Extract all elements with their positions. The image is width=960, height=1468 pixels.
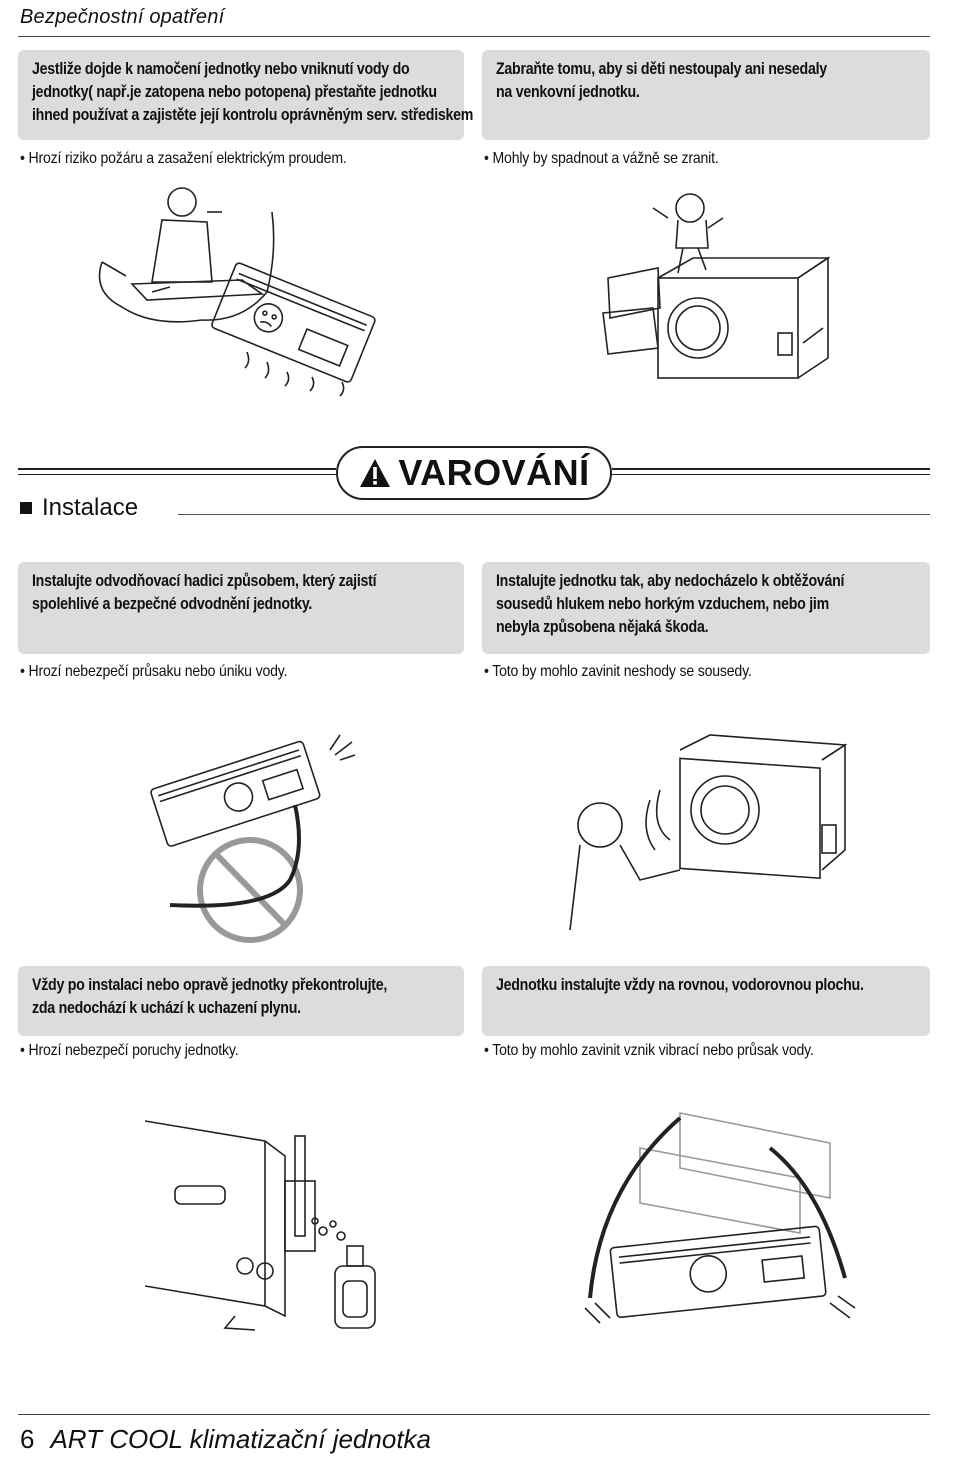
warning-box-drain-hose <box>18 562 464 654</box>
box-line: nebyla způsobena nějaká škoda. <box>496 618 709 636</box>
warning-line-left <box>18 468 336 470</box>
box-line: Vždy po instalaci nebo opravě jednotky překontrolujte, <box>32 976 388 994</box>
box-line: Zabraňte tomu, aby si děti nestoupaly ani nesedaly <box>496 60 827 78</box>
bullet-fall-risk: • Mohly by spadnout a vážně se zranit. <box>484 150 719 167</box>
child-on-outdoor-unit-illustration <box>598 178 832 386</box>
section-title: Instalace <box>42 494 139 521</box>
bullet-vibration-risk: • Toto by mohlo zavinit vznik vibrací nebo průsak vody. <box>484 1042 814 1059</box>
warning-box-water <box>18 50 474 140</box>
page-footer <box>20 1424 431 1455</box>
footer-divider <box>18 1414 930 1415</box>
warning-badge <box>336 446 612 500</box>
warning-triangle-icon <box>358 457 392 489</box>
box-line: sousedů hlukem nebo horkým vzduchem, nebo jim <box>496 595 829 613</box>
warning-box-children <box>482 50 930 140</box>
box-line: spolehlivé a bezpečné odvodnění jednotky. <box>32 595 313 613</box>
page-header-title: Bezpečnostní opatření <box>20 6 225 28</box>
gas-leak-check-illustration <box>145 1116 385 1338</box>
warning-line-right-thin <box>612 474 930 475</box>
page-number: 6 <box>20 1424 35 1454</box>
warning-label: VAROVÁNÍ <box>398 452 590 493</box>
box-line: Jestliže dojde k namočení jednotky nebo vniknutí vody do <box>32 60 410 78</box>
box-line: zda nedochází k uchází k uchazení plynu. <box>32 999 301 1017</box>
header-divider <box>18 36 930 37</box>
bullet-fire-risk: • Hrozí riziko požáru a zasažení elektrickým proudem. <box>20 150 347 167</box>
bullet-neighbour-dispute: • Toto by mohlo zavinit neshody se sousedy. <box>484 663 752 680</box>
box-line: Instalujte jednotku tak, aby nedocházelo k obtěžování <box>496 572 845 590</box>
section-heading <box>20 494 138 522</box>
section-divider <box>178 514 930 515</box>
bullet-leak-risk: • Hrozí nebezpečí průsaku nebo úniku vody. <box>20 663 288 680</box>
box-line: Instalujte odvodňovací hadici způsobem, který zajistí <box>32 572 377 590</box>
warning-box-neighbours <box>482 562 930 654</box>
warning-line-left-thin <box>18 474 336 475</box>
neighbour-outdoor-unit-illustration <box>560 730 850 935</box>
square-bullet-icon <box>20 502 32 514</box>
tilted-unit-illustration <box>580 1108 860 1340</box>
warning-box-level-surface <box>482 966 930 1036</box>
warning-box-gas-leak <box>18 966 464 1036</box>
wet-indoor-unit-illustration <box>92 172 402 404</box>
box-line: na venkovní jednotku. <box>496 83 640 101</box>
warning-line-right <box>612 468 930 470</box>
bullet-malfunction-risk: • Hrozí nebezpečí poruchy jednotky. <box>20 1042 239 1059</box>
box-line: jednotky( např.je zatopena nebo potopena) přestaňte jednotku <box>32 83 437 101</box>
drain-hose-illustration <box>140 730 365 945</box>
footer-title: ART COOL klimatizační jednotka <box>50 1424 431 1454</box>
box-line: ihned používat a zajistěte její kontrolu oprávněným serv. střediskem <box>32 106 474 124</box>
box-line: Jednotku instalujte vždy na rovnou, vodorovnou plochu. <box>496 976 864 994</box>
